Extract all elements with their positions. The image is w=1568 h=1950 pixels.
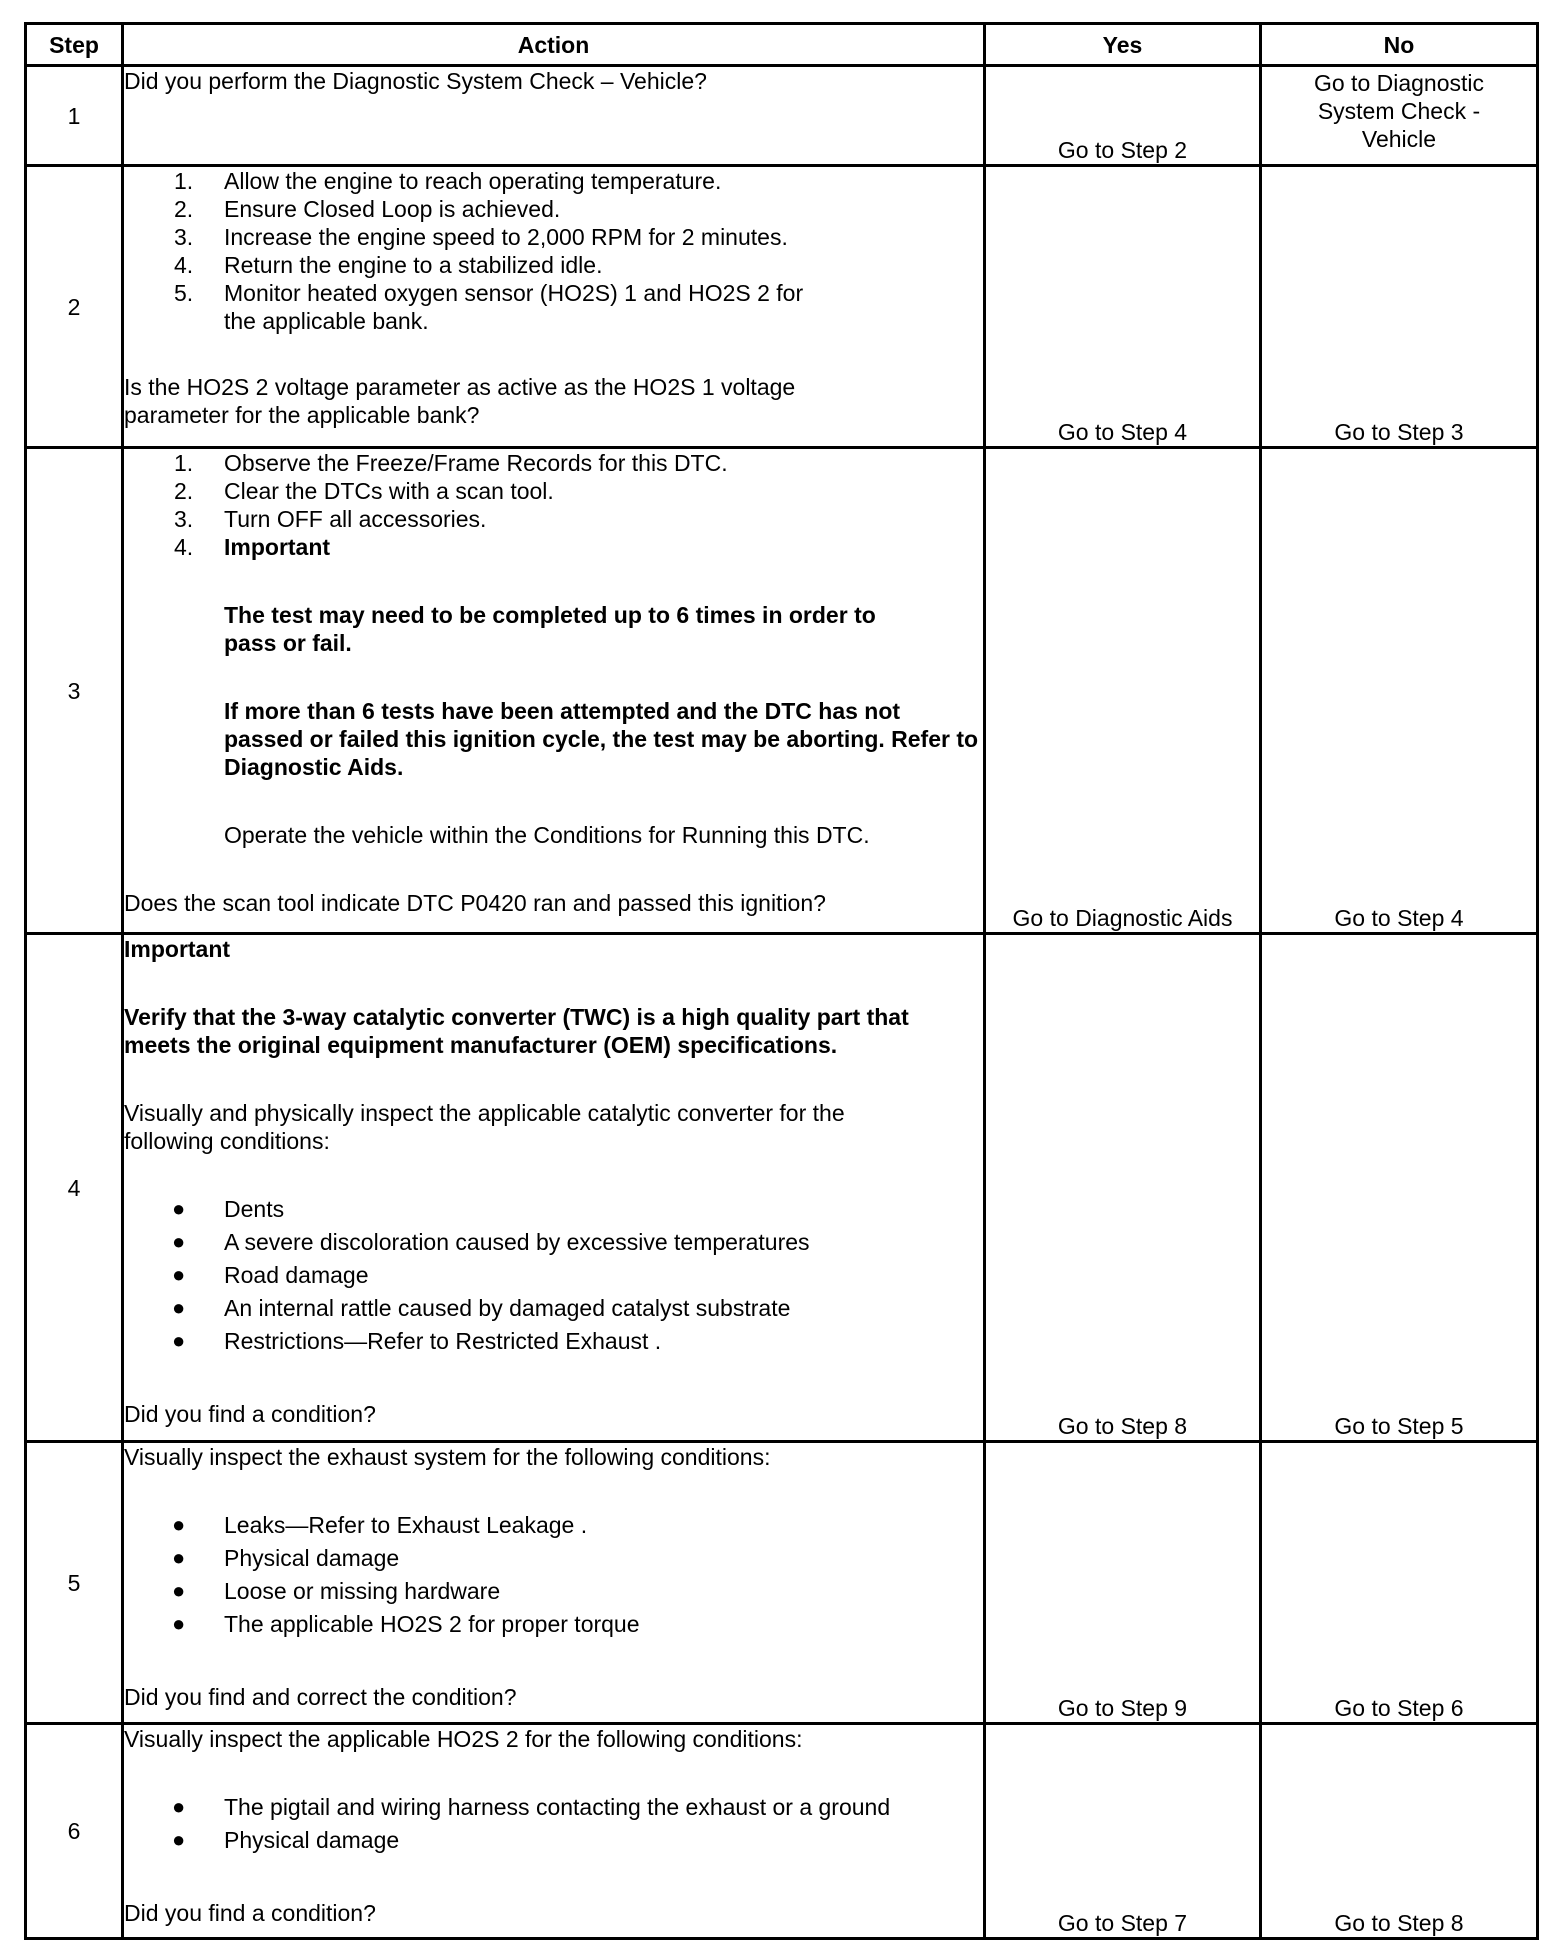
- bullet-list: [124, 1793, 983, 1854]
- no-result: [1261, 66, 1538, 166]
- yes-result: Go to Step 8: [985, 934, 1261, 1442]
- no-result: Go to Step 3: [1261, 166, 1538, 448]
- action-cell: [123, 166, 985, 448]
- header-no: No: [1261, 24, 1538, 66]
- important-label: Important: [124, 936, 231, 962]
- list-item: 1. Allow the engine to reach operating temperature.: [174, 168, 722, 194]
- header-step: Step: [26, 24, 123, 66]
- table-row: [26, 1724, 1538, 1939]
- yes-result: Go to Step 2: [985, 66, 1261, 166]
- intro-text: Visually inspect the applicable HO2S 2 for the following conditions:: [124, 1726, 803, 1752]
- header-row: [26, 24, 1538, 66]
- yes-result: Go to Step 9: [985, 1442, 1261, 1724]
- table-row: [26, 1442, 1538, 1724]
- list-item: ● Leaks—Refer to Exhaust Leakage .: [172, 1512, 588, 1538]
- important-note: If more than 6 tests have been attempted and the DTC has not passed or failed this ignition cycle, the test may be aborting. Refer to Diagnostic Aids.: [224, 698, 979, 780]
- action-question: Did you find a condition?: [124, 1900, 376, 1926]
- numbered-list: [124, 449, 983, 561]
- list-item: 4. Return the engine to a stabilized idle.: [174, 252, 603, 278]
- step-number: 1: [26, 66, 123, 166]
- list-item: ● An internal rattle caused by damaged catalyst substrate: [172, 1295, 791, 1321]
- no-result: Go to Step 5: [1261, 934, 1538, 1442]
- action-question: Is the HO2S 2 voltage parameter as active as the HO2S 1 voltage parameter for the applicable bank?: [124, 374, 796, 428]
- yes-result: Go to Step 7: [985, 1724, 1261, 1939]
- important-note: The test may need to be completed up to 6 times in order to pass or fail.: [224, 602, 876, 656]
- no-result-text: Go to Diagnostic System Check - Vehicle: [1313, 70, 1485, 152]
- no-result: Go to Step 4: [1261, 448, 1538, 934]
- list-item: 2. Ensure Closed Loop is achieved.: [174, 196, 561, 222]
- action-cell: [123, 66, 985, 166]
- no-result: Go to Step 8: [1261, 1724, 1538, 1939]
- list-item: 3. Turn OFF all accessories.: [174, 506, 487, 532]
- step-number: 4: [26, 934, 123, 1442]
- table-row: [26, 934, 1538, 1442]
- list-item: ● Dents: [172, 1196, 285, 1222]
- important-note: Verify that the 3-way catalytic converter (TWC) is a high quality part that meets the original equipment manufacturer (OEM) specifications.: [124, 1004, 909, 1058]
- list-item: ● Restrictions—Refer to Restricted Exhaust .: [172, 1328, 662, 1354]
- list-item: ● The applicable HO2S 2 for proper torque: [172, 1611, 640, 1637]
- list-item: 1. Observe the Freeze/Frame Records for this DTC.: [174, 450, 728, 476]
- action-question: Did you find a condition?: [124, 1401, 376, 1427]
- action-cell: [123, 1442, 985, 1724]
- action-cell: [123, 934, 985, 1442]
- no-result: Go to Step 6: [1261, 1442, 1538, 1724]
- step-number: 5: [26, 1442, 123, 1724]
- step-number: 2: [26, 166, 123, 448]
- intro-text: Visually inspect the exhaust system for the following conditions:: [124, 1444, 771, 1470]
- bullet-list: [124, 1511, 983, 1638]
- instruction-text: Operate the vehicle within the Conditions for Running this DTC.: [224, 822, 870, 848]
- action-cell: [123, 1724, 985, 1939]
- list-item: 3. Increase the engine speed to 2,000 RPM for 2 minutes.: [174, 224, 788, 250]
- diagnostic-table: [24, 22, 1539, 1940]
- numbered-list: [124, 167, 983, 335]
- yes-result: Go to Diagnostic Aids: [985, 448, 1261, 934]
- header-yes: Yes: [985, 24, 1261, 66]
- action-question: Does the scan tool indicate DTC P0420 ran and passed this ignition?: [124, 890, 826, 916]
- header-action: Action: [123, 24, 985, 66]
- action-question: Did you find and correct the condition?: [124, 1684, 517, 1710]
- bullet-list: [124, 1195, 983, 1355]
- yes-result: Go to Step 4: [985, 166, 1261, 448]
- list-item: ● A severe discoloration caused by excessive temperatures: [172, 1229, 810, 1255]
- action-cell: [123, 448, 985, 934]
- list-item: ● Road damage: [172, 1262, 369, 1288]
- list-item: 2. Clear the DTCs with a scan tool.: [174, 478, 554, 504]
- table-row: [26, 448, 1538, 934]
- list-item: ● Loose or missing hardware: [172, 1578, 501, 1604]
- step-number: 6: [26, 1724, 123, 1939]
- list-item: 5. Monitor heated oxygen sensor (HO2S) 1 and HO2S 2 for the applicable bank.: [174, 280, 804, 334]
- intro-text: Visually and physically inspect the applicable catalytic converter for the following conditions:: [124, 1100, 845, 1154]
- step-number: 3: [26, 448, 123, 934]
- list-item: ● Physical damage: [172, 1827, 400, 1853]
- table-row: [26, 66, 1538, 166]
- list-item: 4. Important: [174, 534, 331, 560]
- action-question: Did you perform the Diagnostic System Check – Vehicle?: [124, 68, 707, 94]
- list-item: ● The pigtail and wiring harness contacting the exhaust or a ground: [172, 1794, 891, 1820]
- list-item: ● Physical damage: [172, 1545, 400, 1571]
- table-row: [26, 166, 1538, 448]
